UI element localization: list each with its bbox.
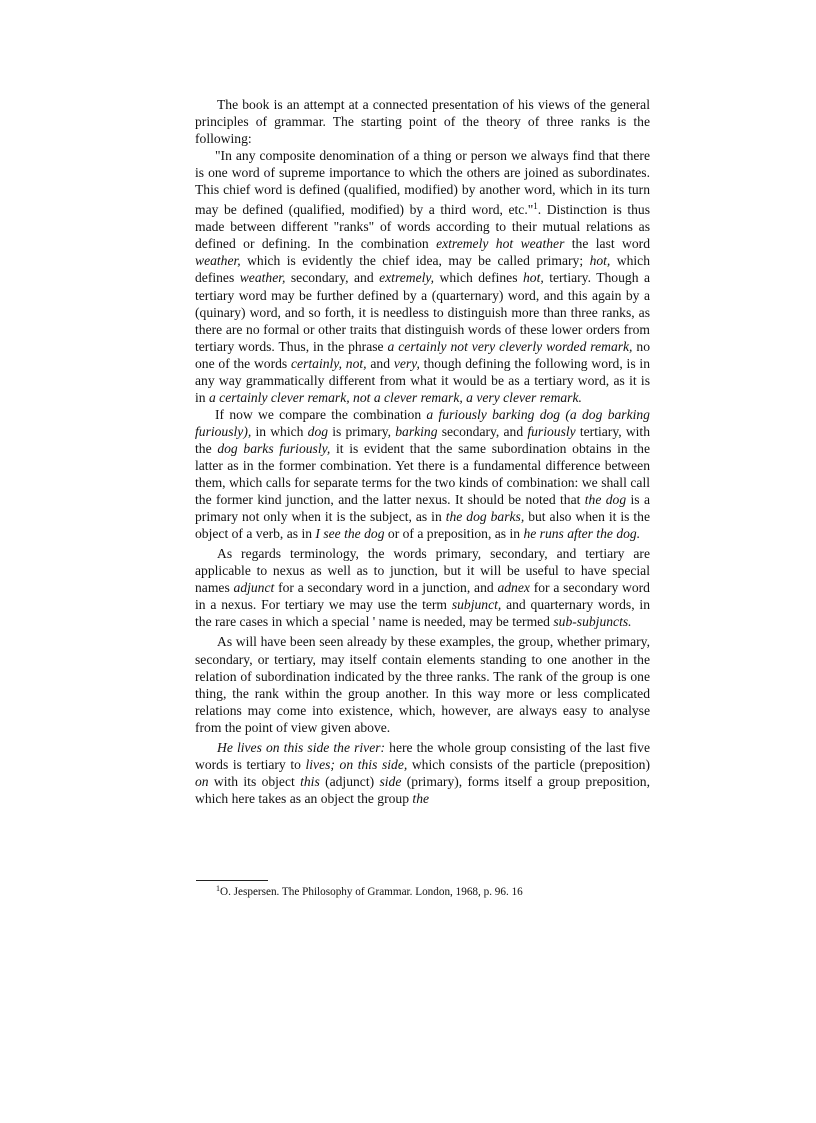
italic-term: lives; on this side, — [305, 756, 408, 772]
italic-term: side — [379, 773, 402, 789]
footnote-text: O. Jespersen. The Philosophy of Grammar. London, 1968, p. 96. 16 — [220, 886, 523, 898]
italic-term: a certainly clever remark, not a clever remark, a very clever remark. — [208, 389, 582, 405]
paragraph-terminology — [195, 545, 650, 630]
italic-term: dog — [307, 423, 329, 439]
footnote-divider — [196, 880, 268, 881]
text-run: with its object — [208, 773, 301, 789]
italic-term: the — [412, 790, 430, 806]
italic-term: sub-subjuncts. — [553, 614, 632, 630]
text-run: but also when it is the object of a verb, as in — [195, 509, 650, 542]
italic-term: very, — [393, 355, 420, 371]
text-run: no one of the words — [195, 338, 651, 371]
italic-term: hot, — [522, 270, 544, 286]
text-run: (primary), forms itself a group preposition, which here takes as an object the group — [195, 773, 650, 806]
italic-term: certainly, not, — [291, 355, 367, 371]
text-run: . Distinction is thus made between different "ranks" of words according to their mutual relations as defined or defining. In the combination — [195, 202, 650, 252]
italic-term: adjunct — [233, 580, 275, 596]
text-run: tertiary, with the — [195, 423, 650, 456]
text-run: the last word — [564, 236, 650, 252]
text-run: which consists of the particle (preposition) — [407, 756, 650, 772]
footnote-reference: 1 — [533, 201, 538, 212]
text-run: which defines — [195, 253, 650, 286]
italic-term: extremely, — [379, 270, 435, 286]
italic-term: dog barks furiously, — [217, 440, 331, 456]
text-run: and quarternary words, in the rare cases in which a special ' name is needed, may be termed — [195, 597, 650, 630]
italic-term: He lives on this side the river: — [217, 739, 386, 755]
text-run: which defines — [434, 270, 523, 286]
text-run: and — [366, 355, 394, 371]
italic-term: a furiously barking dog (a dog barking furiously), — [195, 406, 650, 439]
paragraph-junction-nexus — [195, 406, 650, 542]
paragraph-intro — [195, 96, 650, 147]
italic-term: weather, — [195, 253, 241, 269]
italic-term: a certainly not very cleverly worded remark, — [387, 338, 633, 354]
text-run: though defining the following word, is in any way grammatically different from what it would be as a tertiary word, as it is in — [195, 355, 650, 405]
italic-term: adnex — [497, 580, 530, 596]
text-run: for a secondary word in a nexus. For tertiary we may use the term — [195, 580, 650, 613]
italic-term: this — [300, 773, 320, 789]
text-run: secondary, and — [285, 270, 380, 286]
text-run: or of a preposition, as in — [384, 526, 524, 542]
text-run: secondary, and — [437, 423, 528, 439]
italic-term: weather, — [239, 270, 286, 286]
text-run: it is evident that the same subordination obtains in the latter as in the former combination. Yet there is a fundamental difference between them, which calls for separate terms for the two kinds of combination: we shall call the former kind junction, and the latter nexus. It should be noted that — [195, 440, 650, 508]
italic-term: barking — [395, 423, 438, 439]
text-run: "In any composite denomination of a thing or person we always find that there is one word of supreme importance to which the others are joined as subordinates. This chief word is defined (qualified, modified) by another word, which in its turn may be defined (qualified, modified) by a third word, etc." — [195, 148, 650, 218]
text-run: here the whole group consisting of the last five words is tertiary to — [195, 739, 651, 772]
text-run: is primary, — [328, 423, 396, 439]
italic-term: extremely hot weather — [436, 236, 565, 252]
italic-term: furiously — [527, 423, 576, 439]
italic-term: hot, — [589, 253, 611, 269]
text-run: As regards terminology, the words primary, secondary, and tertiary are applicable to nexus as well as to junction, but it will be useful to have special names — [195, 546, 650, 596]
paragraph-group-rank — [195, 633, 650, 735]
italic-term: subjunct, — [451, 597, 502, 613]
italic-term: he runs after the dog. — [523, 526, 641, 542]
paragraph-quotation — [195, 147, 650, 406]
italic-term: the dog — [584, 492, 627, 508]
text-run: If now we compare the combination — [215, 406, 427, 422]
italic-term: I see the dog — [315, 526, 385, 542]
text-run: tertiary. Though a tertiary word may be further defined by a (quarternary) word, and this again by a (quinary) word, and so forth, it is needless to distinguish more than three ranks, as there are no formal or other traits that distinguish words of these lower orders from tertiary words. Thus, in the phrase — [195, 270, 651, 354]
text-run: (adjunct) — [319, 773, 380, 789]
text-run: is a primary not only when it is the subject, as in — [195, 492, 650, 525]
text-run: which is evidently the chief idea, may be called primary; — [240, 253, 590, 269]
page-body — [195, 96, 650, 807]
italic-term: the dog barks, — [445, 509, 525, 525]
paragraph-example — [195, 739, 650, 807]
footnote-marker: 1 — [216, 884, 220, 893]
text-run: The book is an attempt at a connected presentation of his views of the general principles of grammar. The starting point of the theory of three ranks is the following: — [195, 97, 650, 147]
footnote — [216, 882, 656, 899]
text-run: As will have been seen already by these examples, the group, whether primary, secondary, or tertiary, may itself contain elements standing to one another in the relation of subordination indicated by the three ranks. The rank of the group is one thing, the rank within the group another. In this way more or less complicated relations may come into existence, which, however, are always easy to analyse from the point of view given above. — [195, 634, 650, 735]
text-run: in which — [251, 423, 308, 439]
text-run: for a secondary word in a junction, and — [274, 580, 498, 596]
italic-term: on — [195, 773, 209, 789]
